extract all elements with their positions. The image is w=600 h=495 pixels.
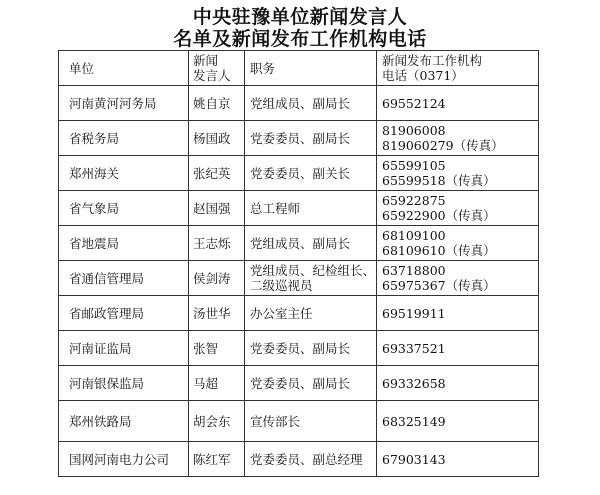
- table-row: [59, 331, 539, 366]
- cell-position: [245, 156, 377, 191]
- cell-unit: 国网河南电力公司: [59, 442, 189, 477]
- header-spokesperson: [189, 51, 245, 86]
- cell-spokesperson: 侯剑涛: [189, 261, 245, 296]
- cell-position: [245, 442, 377, 477]
- cell-position-line: 党组成员、副局长: [250, 95, 351, 111]
- cell-position-line: 党委委员、副局长: [250, 340, 351, 356]
- cell-phone-number: 69337521: [382, 340, 446, 356]
- table-row: [59, 401, 539, 442]
- cell-position-line: 二级巡视员: [250, 278, 313, 293]
- cell-phone: [377, 191, 539, 226]
- cell-phone-number: 819060279（传真）: [382, 138, 504, 153]
- cell-phone-number: 65599105: [382, 158, 446, 173]
- header-spokesperson-line2: 发言人: [193, 68, 231, 83]
- cell-spokesperson: 杨国政: [189, 121, 245, 156]
- cell-phone: [377, 261, 539, 296]
- cell-phone: [377, 296, 539, 331]
- cell-phone-number: 65975367（传真）: [382, 278, 496, 293]
- cell-position: [245, 331, 377, 366]
- cell-phone-number: 65922875: [382, 193, 446, 208]
- header-phone: [377, 51, 539, 86]
- cell-unit: 河南证监局: [59, 331, 189, 366]
- cell-unit: 省气象局: [59, 191, 189, 226]
- table-header-row: [59, 51, 539, 86]
- header-phone-line2: 电话（0371）: [382, 68, 464, 83]
- cell-position-line: 宣传部长: [250, 413, 301, 429]
- table-row: [59, 86, 539, 121]
- cell-phone-number: 81906008: [382, 123, 446, 138]
- cell-unit: 省地震局: [59, 226, 189, 261]
- cell-spokesperson: 马超: [189, 366, 245, 401]
- table-row: [59, 226, 539, 261]
- cell-phone: [377, 331, 539, 366]
- cell-position-line: 办公室主任: [250, 305, 313, 321]
- header-spokesperson-line1: 新闻: [193, 53, 219, 68]
- header-position: 职务: [245, 51, 377, 86]
- cell-unit: 河南黄河河务局: [59, 86, 189, 121]
- cell-position: [245, 121, 377, 156]
- cell-unit: 郑州铁路局: [59, 401, 189, 442]
- cell-phone: [377, 156, 539, 191]
- cell-phone-number: 68109100: [382, 228, 446, 243]
- cell-position-line: 党委委员、副局长: [250, 130, 351, 146]
- cell-unit: 省税务局: [59, 121, 189, 156]
- cell-phone-number: 69332658: [382, 375, 446, 391]
- cell-phone: [377, 401, 539, 442]
- cell-position: [245, 191, 377, 226]
- cell-position: [245, 86, 377, 121]
- document-title-line2: 名单及新闻发布工作机构电话: [173, 28, 427, 50]
- cell-phone: [377, 121, 539, 156]
- cell-spokesperson: 张纪英: [189, 156, 245, 191]
- cell-position: [245, 401, 377, 442]
- cell-phone: [377, 86, 539, 121]
- table-row: [59, 296, 539, 331]
- cell-position: [245, 226, 377, 261]
- cell-phone-number: 67903143: [382, 451, 446, 467]
- cell-phone: [377, 226, 539, 261]
- cell-spokesperson: 姚自京: [189, 86, 245, 121]
- cell-phone-number: 69552124: [382, 95, 446, 111]
- header-unit: 单位: [59, 51, 189, 86]
- cell-phone-number: 68109610（传真）: [382, 243, 496, 258]
- cell-spokesperson: 张智: [189, 331, 245, 366]
- cell-unit: 省通信管理局: [59, 261, 189, 296]
- cell-position-line: 党委委员、副局长: [250, 375, 351, 391]
- cell-phone-number: 65599518（传真）: [382, 173, 496, 188]
- cell-position-line: 总工程师: [250, 200, 301, 216]
- cell-spokesperson: 汤世华: [189, 296, 245, 331]
- table-row: [59, 191, 539, 226]
- spokesperson-table: [58, 50, 539, 477]
- cell-position-line: 党委委员、副关长: [250, 165, 351, 181]
- cell-position: [245, 296, 377, 331]
- cell-phone-number: 69519911: [382, 305, 446, 321]
- header-phone-line1: 新闻发布工作机构: [382, 53, 483, 68]
- cell-position-line: 党组成员、副局长: [250, 235, 351, 251]
- cell-phone: [377, 442, 539, 477]
- cell-position: [245, 261, 377, 296]
- table-row: [59, 442, 539, 477]
- table-row: [59, 261, 539, 296]
- cell-unit: 河南银保监局: [59, 366, 189, 401]
- cell-unit: 省邮政管理局: [59, 296, 189, 331]
- cell-position: [245, 366, 377, 401]
- cell-spokesperson: 胡会东: [189, 401, 245, 442]
- cell-phone-number: 68325149: [382, 413, 446, 429]
- cell-spokesperson: 陈红军: [189, 442, 245, 477]
- cell-phone-number: 63718800: [382, 263, 446, 278]
- cell-position-line: 党委委员、副总经理: [250, 451, 363, 467]
- table-row: [59, 156, 539, 191]
- cell-position-line: 党组成员、纪检组长、: [250, 263, 376, 278]
- document-title-line1: 中央驻豫单位新闻发言人: [192, 6, 408, 28]
- cell-phone: [377, 366, 539, 401]
- cell-spokesperson: 王志烁: [189, 226, 245, 261]
- table-row: [59, 366, 539, 401]
- cell-spokesperson: 赵国强: [189, 191, 245, 226]
- table-row: [59, 121, 539, 156]
- cell-phone-number: 65922900（传真）: [382, 208, 496, 223]
- cell-unit: 郑州海关: [59, 156, 189, 191]
